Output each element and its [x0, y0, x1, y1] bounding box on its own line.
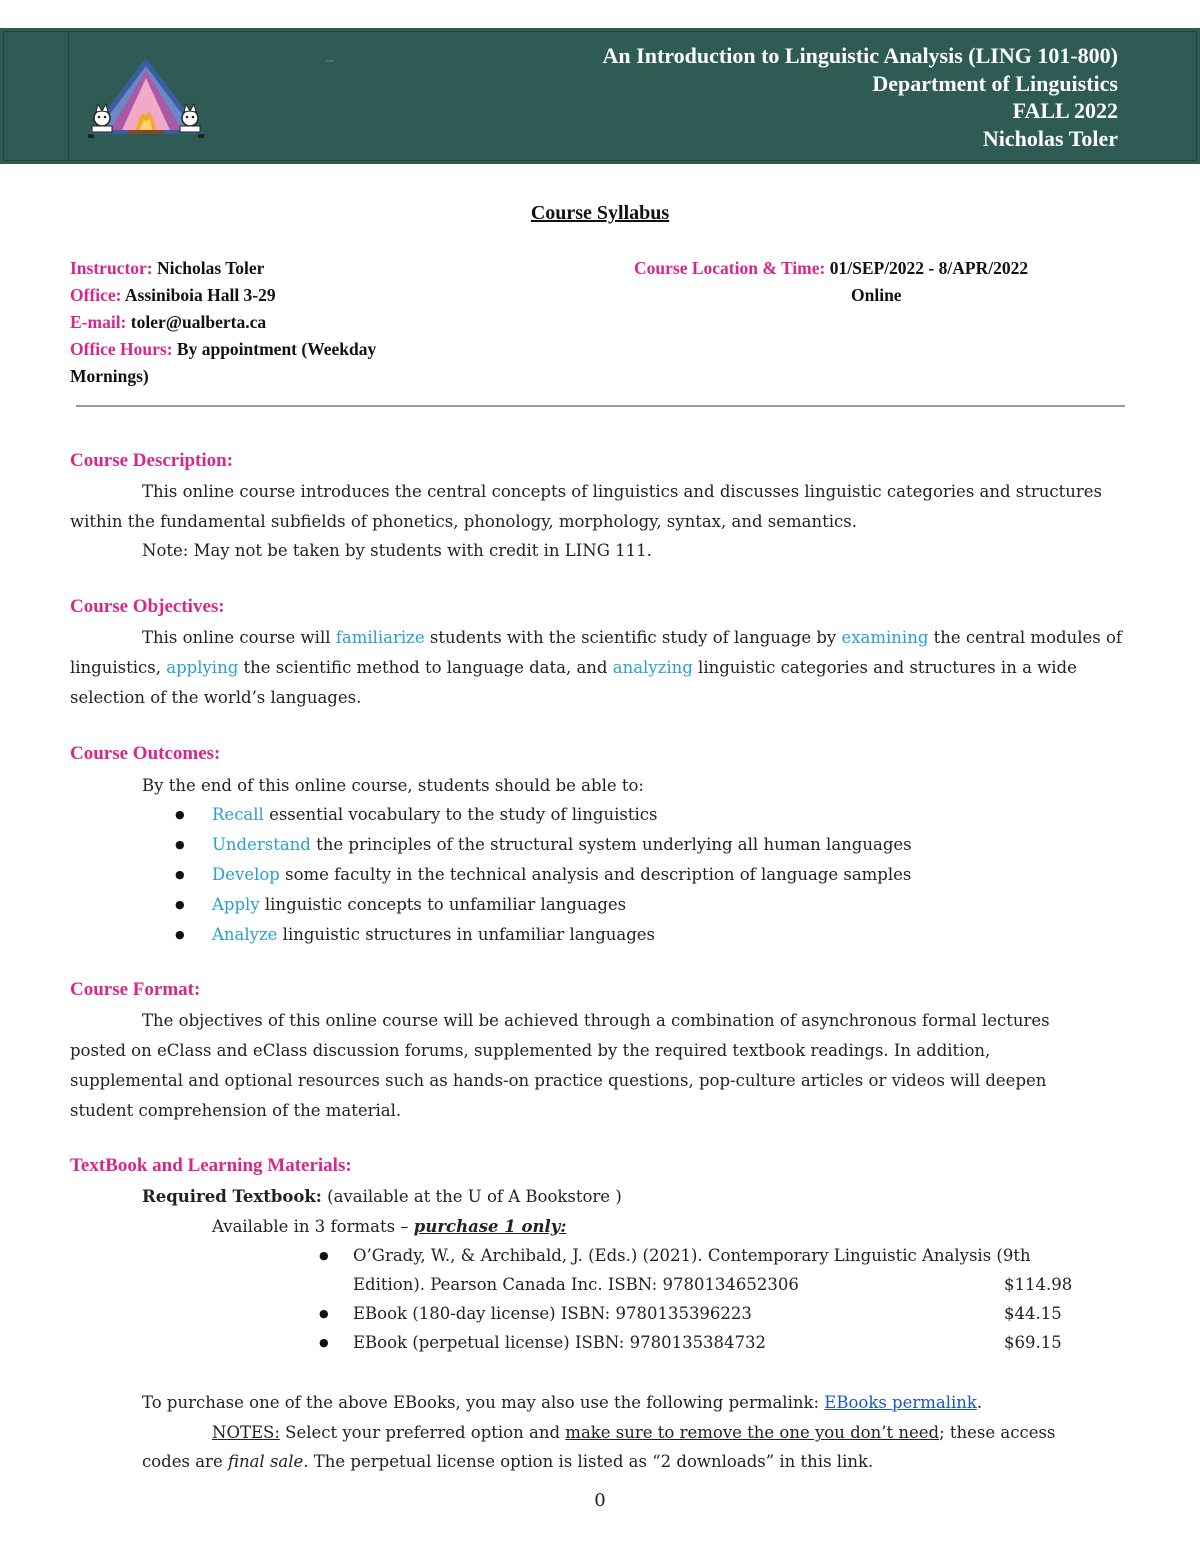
keyword-applying: applying [166, 658, 239, 677]
outcome-text: linguistic concepts to unfamiliar languages [259, 895, 627, 914]
textbook-price: $44.15 [1004, 1304, 1062, 1323]
outcome-verb: Analyze [212, 925, 278, 944]
outcome-verb: Develop [212, 865, 280, 884]
email-label: E-mail: [70, 312, 127, 332]
textbook-option [353, 1241, 1031, 1299]
notes-text-3: codes are [142, 1452, 228, 1471]
description-paragraph [70, 477, 1130, 537]
header-divider [68, 31, 69, 161]
keyword-examining: examining [841, 628, 929, 647]
objectives-heading: Course Objectives: [70, 596, 225, 617]
location-label: Course Location & Time: [634, 258, 826, 278]
course-name: An Introduction to Linguistic Analysis (LING 101-800) [602, 43, 1118, 68]
outcomes-intro-text: By the end of this online course, students should be able to: [142, 776, 644, 795]
textbook-option-line2: Edition). Pearson Canada Inc. ISBN: 9780134652306 [353, 1275, 799, 1294]
page-title: Course Syllabus [530, 202, 670, 224]
location-value: Online [851, 285, 902, 305]
required-textbook-note: (available at the U of A Bookstore ) [321, 1187, 622, 1206]
department-name: Department of Linguistics [872, 70, 1118, 96]
keyword-familiarize: familiarize [335, 628, 425, 647]
instructor-value: Nicholas Toler [152, 258, 265, 278]
outcome-verb: Understand [212, 835, 311, 854]
textbook-option [353, 1328, 766, 1357]
office-hours-value: By appointment (Weekday [172, 339, 377, 359]
objectives-text-3: the central modules of linguistics, [70, 628, 1122, 677]
notes-underlined: make sure to remove the one you don’t need [565, 1423, 940, 1442]
objectives-text-2: students with the scientific study of language by [424, 628, 842, 647]
outcome-verb: Apply [212, 895, 260, 914]
notes-text-4: . The perpetual license option is listed as “2 downloads” in this link. [303, 1452, 874, 1471]
list-item [212, 830, 912, 860]
objectives-text-5: linguistic categories and structures in a wide selection of the world’s languages. [70, 658, 1077, 707]
outcomes-heading: Course Outcomes: [70, 743, 221, 764]
description-heading: Course Description: [70, 450, 234, 471]
term: FALL 2022 [1012, 98, 1118, 123]
textbook-option-line1: ● O’Grady, W., & Archibald, J. (Eds.) (2021). Contemporary Linguistic Analysis (9th [353, 1246, 1031, 1265]
textbook-price: $114.98 [1004, 1275, 1073, 1294]
notes-line-2 [142, 1447, 873, 1476]
outcome-verb: Recall [212, 805, 264, 824]
textbook-option-line1: ● EBook (180-day license) ISBN: 9780135396223 [353, 1304, 752, 1323]
required-textbook [142, 1182, 622, 1211]
instructor-label: Instructor: [70, 258, 153, 278]
outcome-text: some faculty in the technical analysis and description of language samples [279, 865, 912, 884]
divider [76, 405, 1125, 407]
textbook-heading: TextBook and Learning Materials: [70, 1155, 352, 1176]
office-label: Office: [70, 285, 122, 305]
instructor-name-header: Nicholas Toler [982, 125, 1118, 151]
objectives-text-1: This online course will [142, 628, 336, 647]
list-item [212, 920, 655, 950]
list-item [212, 800, 657, 830]
location-info [634, 255, 1114, 309]
format-heading: Course Format: [70, 979, 201, 1000]
notes-label: NOTES: [212, 1423, 280, 1442]
objectives-text-4: the scientific method to language data, and [238, 658, 613, 677]
format-paragraph [70, 1006, 1090, 1126]
office-hours-label: Office Hours: [70, 339, 173, 359]
outcome-text: essential vocabulary to the study of linguistics [263, 805, 658, 824]
formats-emphasis: purchase 1 only: [413, 1217, 567, 1236]
location-time-value: 01/SEP/2022 - 8/APR/2022 [825, 258, 1029, 278]
email-value[interactable]: toler@ualberta.ca [126, 312, 267, 332]
textbook-option-line1: ● EBook (perpetual license) ISBN: 9780135384732 [353, 1333, 767, 1352]
description-note [70, 536, 1130, 566]
purchase-line [142, 1388, 982, 1417]
textbook-price: $69.15 [1004, 1333, 1062, 1352]
notes-text-1: Select your preferred option and [279, 1423, 566, 1442]
keyword-analyzing: analyzing [612, 658, 693, 677]
notes-text-2: ; these access [939, 1423, 1056, 1442]
outcomes-intro [70, 771, 1130, 801]
objectives-paragraph [70, 623, 1130, 713]
outcome-text: linguistic structures in unfamiliar languages [277, 925, 656, 944]
description-note-text: Note: May not be taken by students with credit in LING 111. [142, 541, 652, 560]
page-number: 0 [594, 1490, 606, 1511]
textbook-option [353, 1299, 752, 1328]
tent-campfire-logo-icon [84, 56, 208, 146]
instructor-info [70, 255, 440, 390]
formats-line [212, 1212, 566, 1241]
notes-final-sale: final sale [227, 1452, 304, 1471]
purchase-end: . [976, 1393, 983, 1412]
outcome-text: the principles of the structural system underlying all human languages [310, 835, 912, 854]
required-textbook-label: Required Textbook: [142, 1187, 322, 1206]
purchase-text: To purchase one of the above EBooks, you may also use the following permalink: [142, 1393, 825, 1412]
header-text [603, 42, 1118, 152]
formats-text: Available in 3 formats – [212, 1217, 414, 1236]
header-mark [326, 60, 334, 62]
office-value: Assiniboia Hall 3-29 [121, 285, 276, 305]
ebooks-permalink[interactable]: EBooks permalink [824, 1393, 977, 1412]
description-text: This online course introduces the central concepts of linguistics and discusses linguistic categories and structures within the fundamental subfields of phonetics, phonology, morphology, syntax, and semantics. [70, 482, 1103, 531]
list-item [212, 860, 911, 890]
list-item [212, 890, 626, 920]
notes-line [212, 1418, 1055, 1447]
office-hours-value-cont: Mornings) [70, 366, 149, 386]
format-text: The objectives of this online course will be achieved through a combination of asynchronous formal lectures posted on eClass and eClass discussion forums, supplemented by the required textbook readings. In addition, supplemental and optional resources such as hands-on practice questions, pop-culture articles or videos will deepen student comprehension of the material. [70, 1011, 1050, 1120]
